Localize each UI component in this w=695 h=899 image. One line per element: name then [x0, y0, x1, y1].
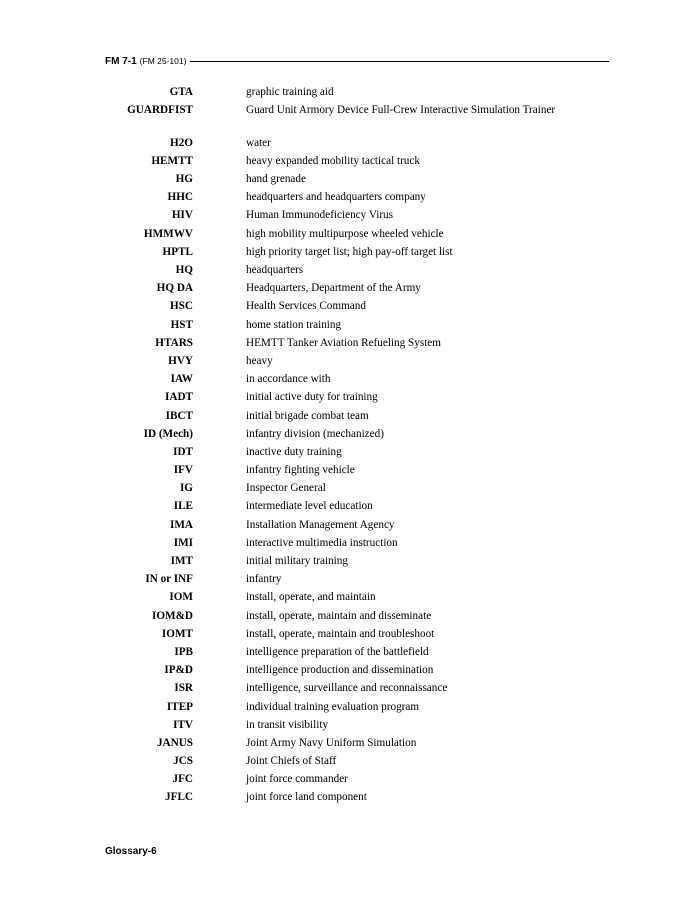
- glossary-entry: [0, 353, 695, 371]
- glossary-entry: [0, 553, 695, 571]
- glossary-definition: Installation Management Agency: [246, 518, 395, 531]
- glossary-term: ISR: [174, 682, 193, 695]
- glossary-definition: HEMTT Tanker Aviation Refueling System: [246, 336, 441, 349]
- glossary-term: HQ: [175, 264, 193, 276]
- glossary-entry: [0, 644, 695, 662]
- glossary-definition: infantry division (mechanized): [246, 427, 384, 440]
- glossary-definition: infantry: [246, 573, 282, 586]
- glossary-term: HIV: [171, 209, 193, 222]
- glossary-entry: [0, 699, 695, 717]
- glossary-definition: joint force commander: [246, 773, 348, 786]
- glossary-entry: [0, 589, 695, 607]
- glossary-definition: Inspector General: [246, 482, 326, 495]
- glossary-definition: heavy expanded mobility tactical truck: [246, 154, 420, 167]
- glossary-definition: high priority target list; high pay-off target list: [246, 245, 453, 258]
- glossary-entry: [0, 102, 695, 135]
- glossary-definition: in accordance with: [246, 373, 331, 386]
- glossary-entry: [0, 480, 695, 498]
- glossary-definition: graphic training aid: [246, 86, 334, 98]
- glossary-term: IPB: [174, 645, 193, 658]
- glossary-entry: [0, 244, 695, 262]
- glossary-entry: [0, 789, 695, 807]
- glossary-term: IP&D: [164, 664, 193, 677]
- glossary-entry: [0, 389, 695, 407]
- glossary-definition: install, operate, maintain and disseminate: [246, 609, 432, 622]
- glossary-definition: high mobility multipurpose wheeled vehicle: [246, 227, 444, 240]
- glossary-definition: headquarters: [246, 264, 304, 276]
- glossary-entry: [0, 335, 695, 353]
- glossary-definition: install, operate, maintain and troubleshoot: [246, 627, 435, 640]
- glossary-definition: intelligence, surveillance and reconnaissance: [246, 682, 448, 695]
- glossary-term: IG: [179, 482, 193, 495]
- glossary-term: IOM&D: [151, 609, 193, 622]
- glossary-definition: intermediate level education: [246, 500, 373, 513]
- glossary-entry: [0, 753, 695, 771]
- glossary-definition: inactive duty training: [246, 445, 342, 458]
- glossary-term: JANUS: [156, 736, 193, 749]
- glossary-definition: Headquarters, Department of the Army: [246, 282, 421, 295]
- glossary-definition: Joint Army Navy Uniform Simulation: [246, 736, 417, 749]
- glossary-term: IN or INF: [145, 573, 193, 586]
- glossary-entry: [0, 608, 695, 626]
- glossary-definition: home station training: [246, 318, 342, 331]
- glossary-entry: [0, 717, 695, 735]
- page-header: [105, 54, 609, 68]
- glossary-term: IMT: [170, 555, 193, 567]
- glossary-term: HMMWV: [143, 227, 193, 240]
- glossary-definition: install, operate, and maintain: [246, 591, 376, 604]
- glossary-term: ILE: [173, 500, 193, 513]
- glossary-definition: intelligence preparation of the battlefield: [246, 645, 429, 658]
- glossary-term: HST: [170, 318, 193, 331]
- glossary-entry: [0, 680, 695, 698]
- glossary-definition: interactive multimedia instruction: [246, 536, 398, 549]
- glossary-term: HHC: [167, 191, 193, 204]
- glossary-term: IMI: [173, 536, 193, 549]
- glossary-entry: [0, 298, 695, 316]
- glossary-definition: initial brigade combat team: [246, 409, 369, 422]
- glossary-definition: initial military training: [246, 555, 348, 567]
- glossary-definition: Joint Chiefs of Staff: [246, 755, 337, 768]
- glossary-term: IMA: [170, 518, 193, 531]
- glossary-entry: [0, 317, 695, 335]
- glossary-entry: [0, 735, 695, 753]
- glossary-term: IOMT: [161, 627, 193, 640]
- page-number: Glossary-6: [105, 846, 157, 857]
- glossary-term: HTARS: [155, 336, 193, 349]
- glossary-entry: [0, 571, 695, 589]
- glossary-term: GTA: [169, 86, 193, 98]
- glossary-definition: heavy: [246, 354, 273, 367]
- glossary-entry: [0, 444, 695, 462]
- glossary-entry: [0, 462, 695, 480]
- glossary-term: HQ DA: [156, 282, 193, 295]
- glossary-definition: infantry fighting vehicle: [246, 464, 355, 477]
- glossary-entry: [0, 626, 695, 644]
- superseded-manual-number: (FM 25-101): [139, 56, 187, 66]
- glossary-term: HEMTT: [151, 154, 193, 167]
- glossary-term: HPTL: [162, 245, 193, 258]
- glossary-term: IOM: [169, 591, 193, 604]
- glossary-term: JCS: [173, 755, 193, 768]
- glossary-entry: [0, 371, 695, 389]
- glossary-definition: Health Services Command: [246, 300, 366, 313]
- glossary-definition: headquarters and headquarters company: [246, 191, 426, 204]
- glossary-entry: [0, 535, 695, 553]
- header-rule: [190, 61, 609, 62]
- glossary-entry: [0, 771, 695, 789]
- glossary-definition: joint force land component: [246, 791, 367, 804]
- glossary-entry: [0, 84, 695, 102]
- glossary-definition: hand grenade: [246, 173, 306, 186]
- glossary-list: [0, 84, 695, 808]
- glossary-entry: [0, 498, 695, 516]
- glossary-term: HSC: [169, 300, 193, 313]
- glossary-entry: [0, 153, 695, 171]
- glossary-term: ID (Mech): [143, 427, 193, 440]
- glossary-term: IDT: [173, 445, 193, 458]
- glossary-definition: initial active duty for training: [246, 391, 378, 404]
- glossary-entry: [0, 207, 695, 225]
- glossary-term: H2O: [170, 136, 193, 149]
- glossary-term: HVY: [168, 354, 193, 367]
- glossary-definition: Human Immunodeficiency Virus: [246, 209, 394, 222]
- glossary-term: ITV: [173, 718, 193, 731]
- glossary-term: ITEP: [166, 700, 193, 713]
- glossary-entry: [0, 280, 695, 298]
- glossary-term: IFV: [173, 464, 193, 477]
- glossary-definition: individual training evaluation program: [246, 700, 420, 713]
- glossary-term: JFLC: [165, 791, 193, 804]
- glossary-definition: water: [246, 136, 271, 149]
- glossary-entry: [0, 189, 695, 207]
- glossary-term: HG: [175, 173, 193, 186]
- glossary-definition: Guard Unit Armory Device Full-Crew Interactive Simulation Trainer: [246, 104, 556, 117]
- glossary-definition: in transit visibility: [246, 718, 329, 731]
- glossary-term: JFC: [172, 773, 193, 786]
- glossary-term: IADT: [165, 391, 193, 404]
- glossary-entry: [0, 262, 695, 280]
- glossary-entry: [0, 662, 695, 680]
- glossary-entry: [0, 226, 695, 244]
- glossary-entry: [0, 408, 695, 426]
- glossary-definition: intelligence production and dissemination: [246, 664, 434, 677]
- manual-number: FM 7-1: [105, 55, 137, 67]
- glossary-term: IBCT: [165, 409, 193, 422]
- glossary-entry: [0, 426, 695, 444]
- glossary-entry: [0, 517, 695, 535]
- glossary-term: GUARDFIST: [127, 104, 193, 117]
- glossary-entry: [0, 135, 695, 153]
- glossary-entry: [0, 171, 695, 189]
- glossary-term: IAW: [170, 373, 193, 386]
